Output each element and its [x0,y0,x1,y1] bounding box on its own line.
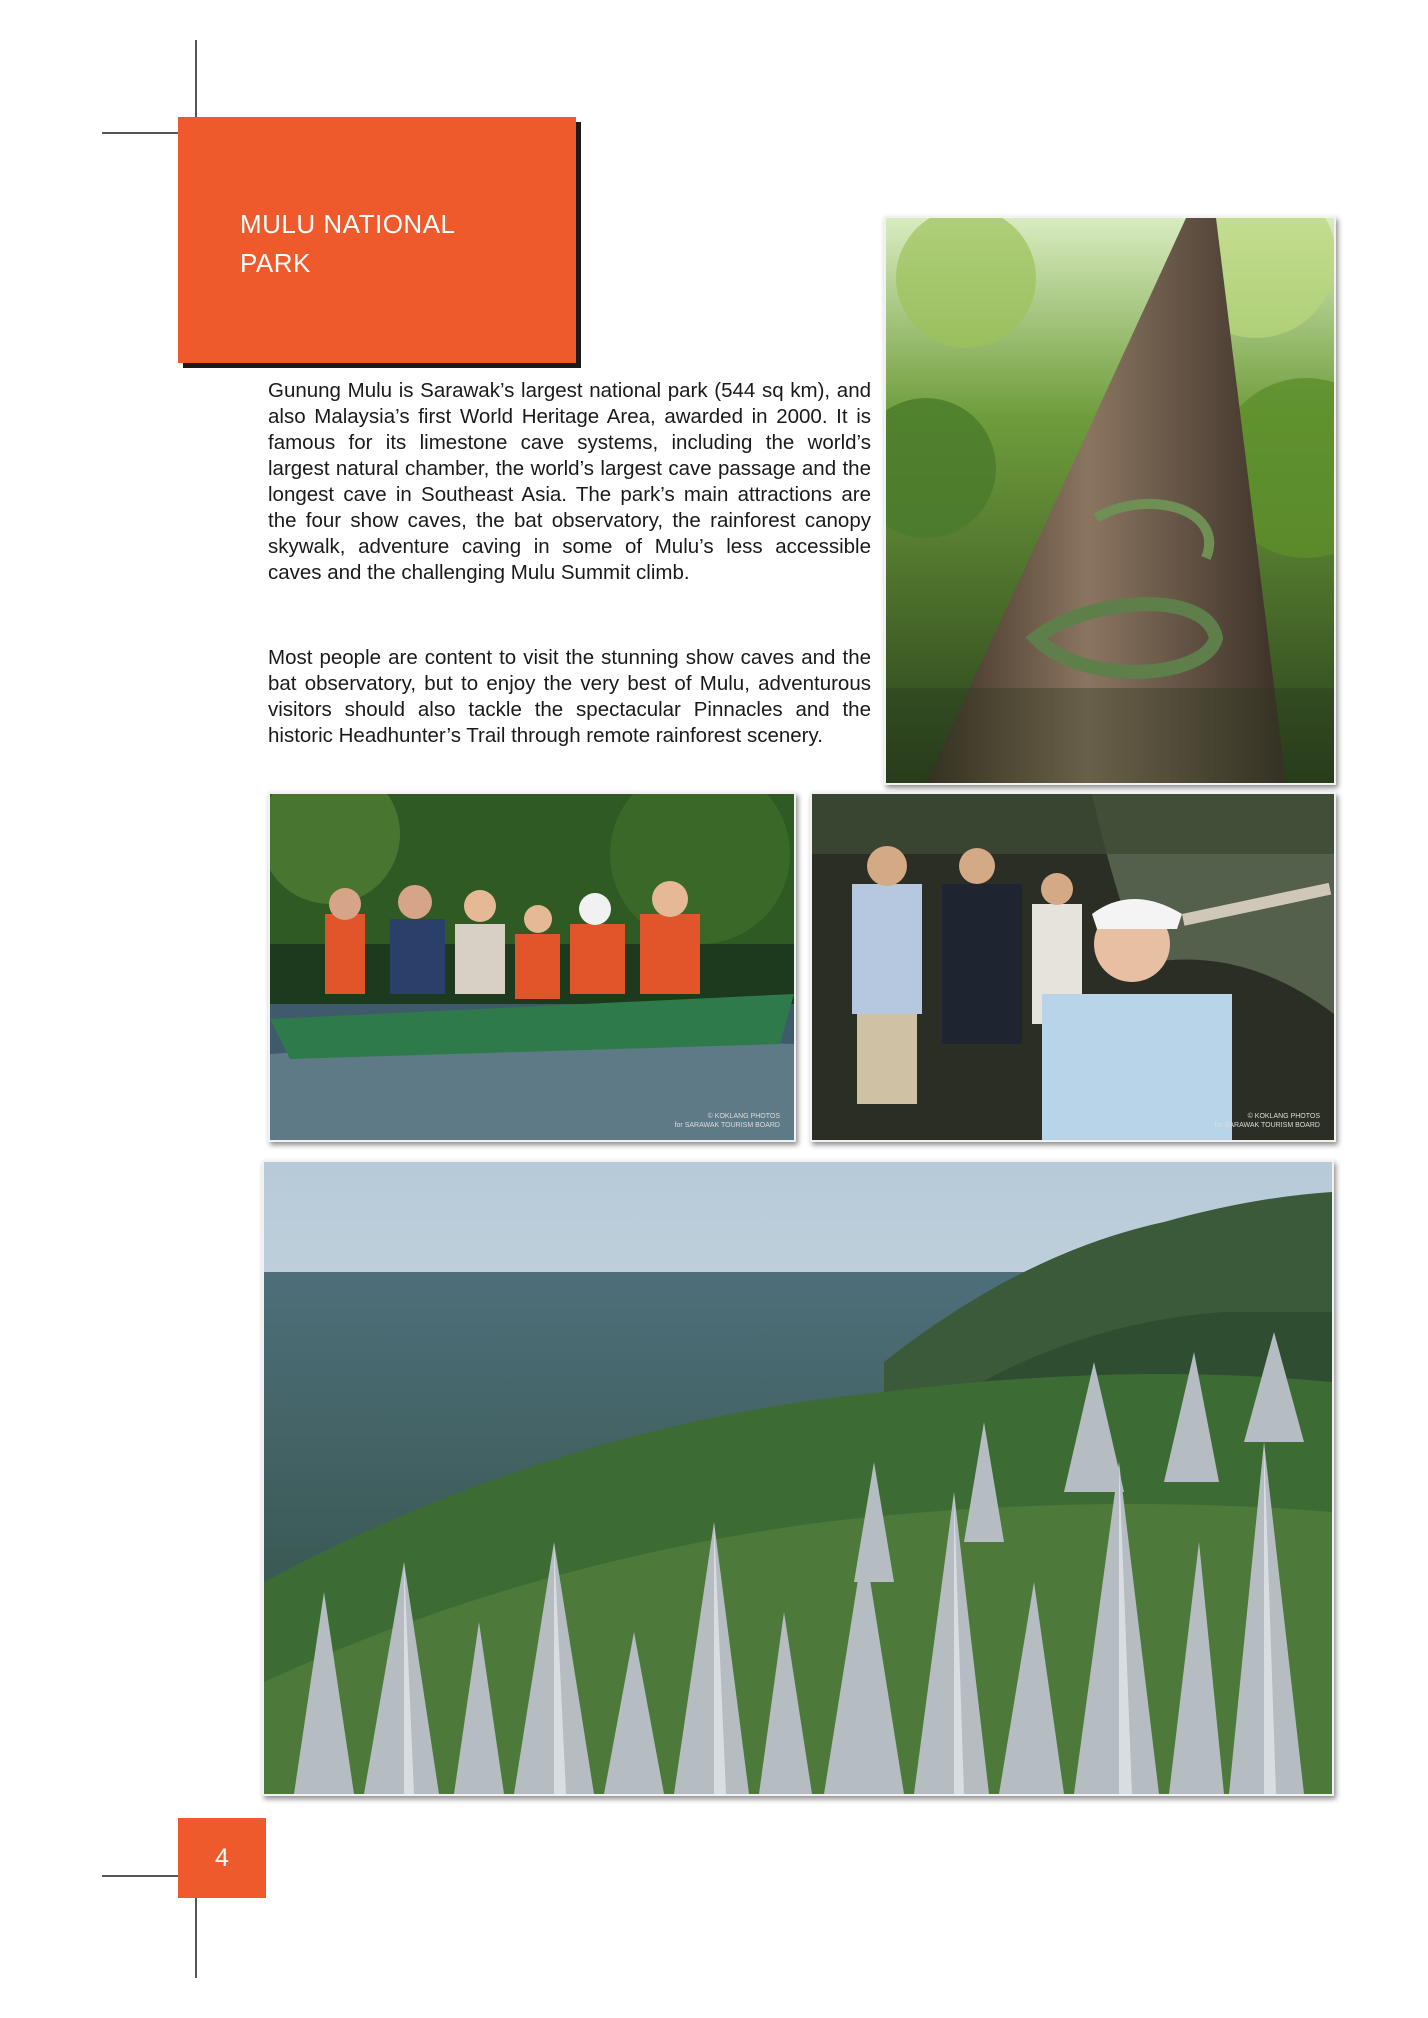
second-paragraph: Most people are content to visit the stunning show caves and the bat observatory, but to enjoy the very best of Mulu, adventurous visitors should also tackle the spectacular Pinnacles and the historic Headhunter’s Trail through remote rainforest scenery. [268,646,871,747]
pinnacles-landscape-image [264,1162,1332,1794]
cave-photo-credit: © KOKLANG PHOTOS for SARAWAK TOURISM BOARD [1214,1113,1320,1129]
pinnacles-landscape-photo [262,1160,1334,1796]
page-title-line2: PARK [240,248,311,278]
page-title-line1: MULU NATIONAL [240,209,456,239]
crop-mark-top-horizontal [102,132,178,134]
title-box [178,117,576,363]
boat-photo-credit: © KOKLANG PHOTOS for SARAWAK TOURISM BOARD [674,1113,780,1129]
crop-mark-top-vertical [195,40,197,117]
intro-paragraph: Gunung Mulu is Sarawak’s largest national park (544 sq km), and also Malaysia’s first World Heritage Area, awarded in 2000. It is famous for its limestone cave systems, including the world’s largest natural chamber, the world’s largest cave passage and the longest cave in Southeast Asia. The park’s main attractions are the four show caves, the bat observatory, the rainforest canopy skywalk, adventure caving in some of Mulu’s less accessible caves and the challenging Mulu Summit climb. [268,379,871,584]
cave-visitors-image [812,794,1334,1140]
page-title [240,205,540,283]
rainforest-tree-image [886,218,1334,783]
river-boat-photo [268,792,796,1142]
page-number: 4 [178,1818,266,1898]
rainforest-tree-photo [884,216,1336,785]
crop-mark-bottom-vertical [195,1898,197,1978]
cave-visitors-photo [810,792,1336,1142]
crop-mark-bottom-horizontal [102,1875,178,1877]
river-boat-image [270,794,794,1140]
